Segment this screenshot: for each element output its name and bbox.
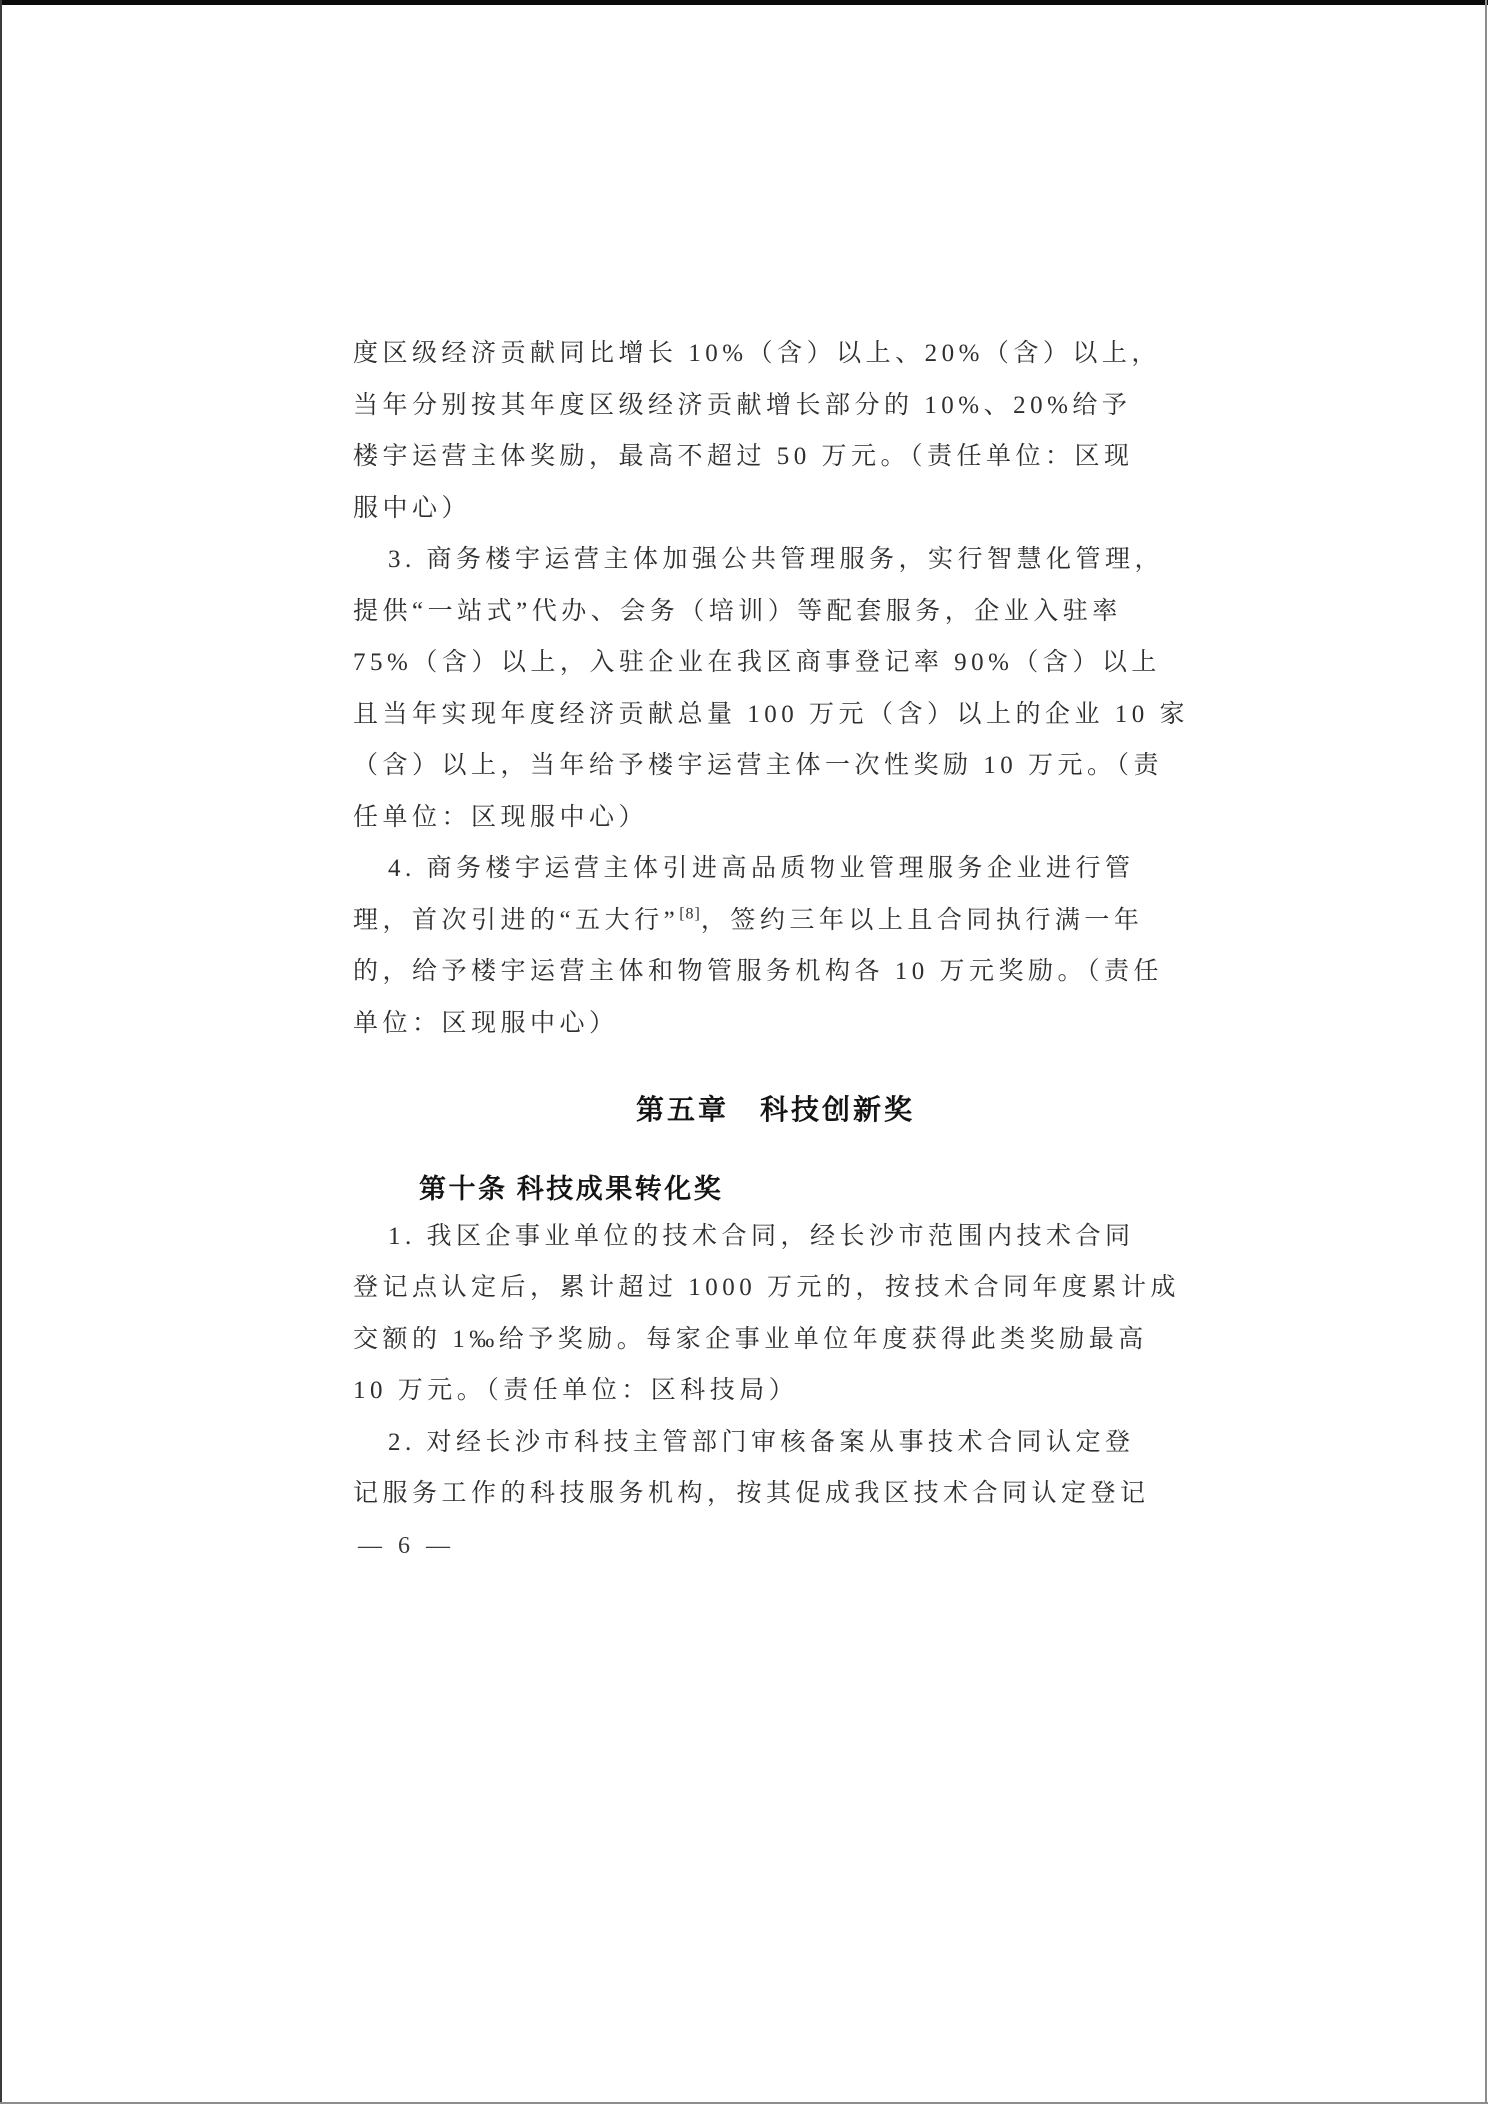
text-segment: 理，首次引进的“五大行” — [353, 906, 680, 934]
text-line: 提供“一站式”代办、会务（培训）等配套服务，企业入驻率 — [353, 597, 1122, 625]
scan-top-edge — [0, 0, 1488, 5]
text-line: 75%（含）以上，入驻企业在我区商事登记率 90%（含）以上 — [353, 649, 1161, 676]
page-body — [353, 328, 1198, 1520]
text-line: 度区级经济贡献同比增长 10%（含）以上、20%（含）以上， — [353, 340, 1161, 367]
scan-left-edge — [0, 0, 2, 2104]
text-line: （含）以上，当年给予楼宇运营主体一次性奖励 10 万元。（责 — [353, 752, 1164, 779]
text-line: 楼宇运营主体奖励，最高不超过 50 万元。（责任单位：区现 — [353, 443, 1134, 470]
text-line: 10 万元。（责任单位：区科技局） — [353, 1377, 799, 1404]
text-line: 且当年实现年度经济贡献总量 100 万元（含）以上的企业 10 家 — [353, 700, 1190, 728]
page-number: — 6 — — [358, 1533, 455, 1559]
text-line: 登记点认定后，累计超过 1000 万元的，按技术合同年度累计成 — [353, 1274, 1181, 1301]
text-line: 1. 我区企事业单位的技术合同，经长沙市范围内技术合同 — [388, 1222, 1135, 1250]
text-line: 4. 商务楼宇运营主体引进高品质物业管理服务企业进行管 — [388, 855, 1135, 882]
text-line: 服中心） — [353, 494, 472, 522]
text-line: 交额的 1‰给予奖励。每家企事业单位年度获得此类奖励最高 — [353, 1325, 1148, 1353]
text-line: 任单位：区现服中心） — [353, 803, 649, 831]
text-line: 记服务工作的科技服务机构，按其促成我区技术合同认定登记 — [353, 1480, 1150, 1507]
text-line: 3. 商务楼宇运营主体加强公共管理服务，实行智慧化管理， — [388, 546, 1165, 573]
chapter-heading: 第五章 科技创新奖 — [635, 1094, 915, 1125]
text-line: 的，给予楼宇运营主体和物管服务机构各 10 万元奖励。（责任 — [353, 958, 1164, 985]
text-line-with-footnote — [353, 895, 1198, 947]
text-line: 单位：区现服中心） — [353, 1009, 619, 1037]
footnote-marker: [8] — [679, 905, 701, 923]
text-line: 2. 对经长沙市科技主管部门审核备案从事技术合同认定登 — [388, 1428, 1135, 1456]
text-segment: ，签约三年以上且合同执行满一年 — [700, 906, 1144, 934]
text-line: 当年分别按其年度区级经济贡献增长部分的 10%、20%给予 — [353, 391, 1132, 419]
section-heading: 第十条 科技成果转化奖 — [419, 1173, 724, 1204]
scan-right-edge — [1485, 0, 1487, 2104]
